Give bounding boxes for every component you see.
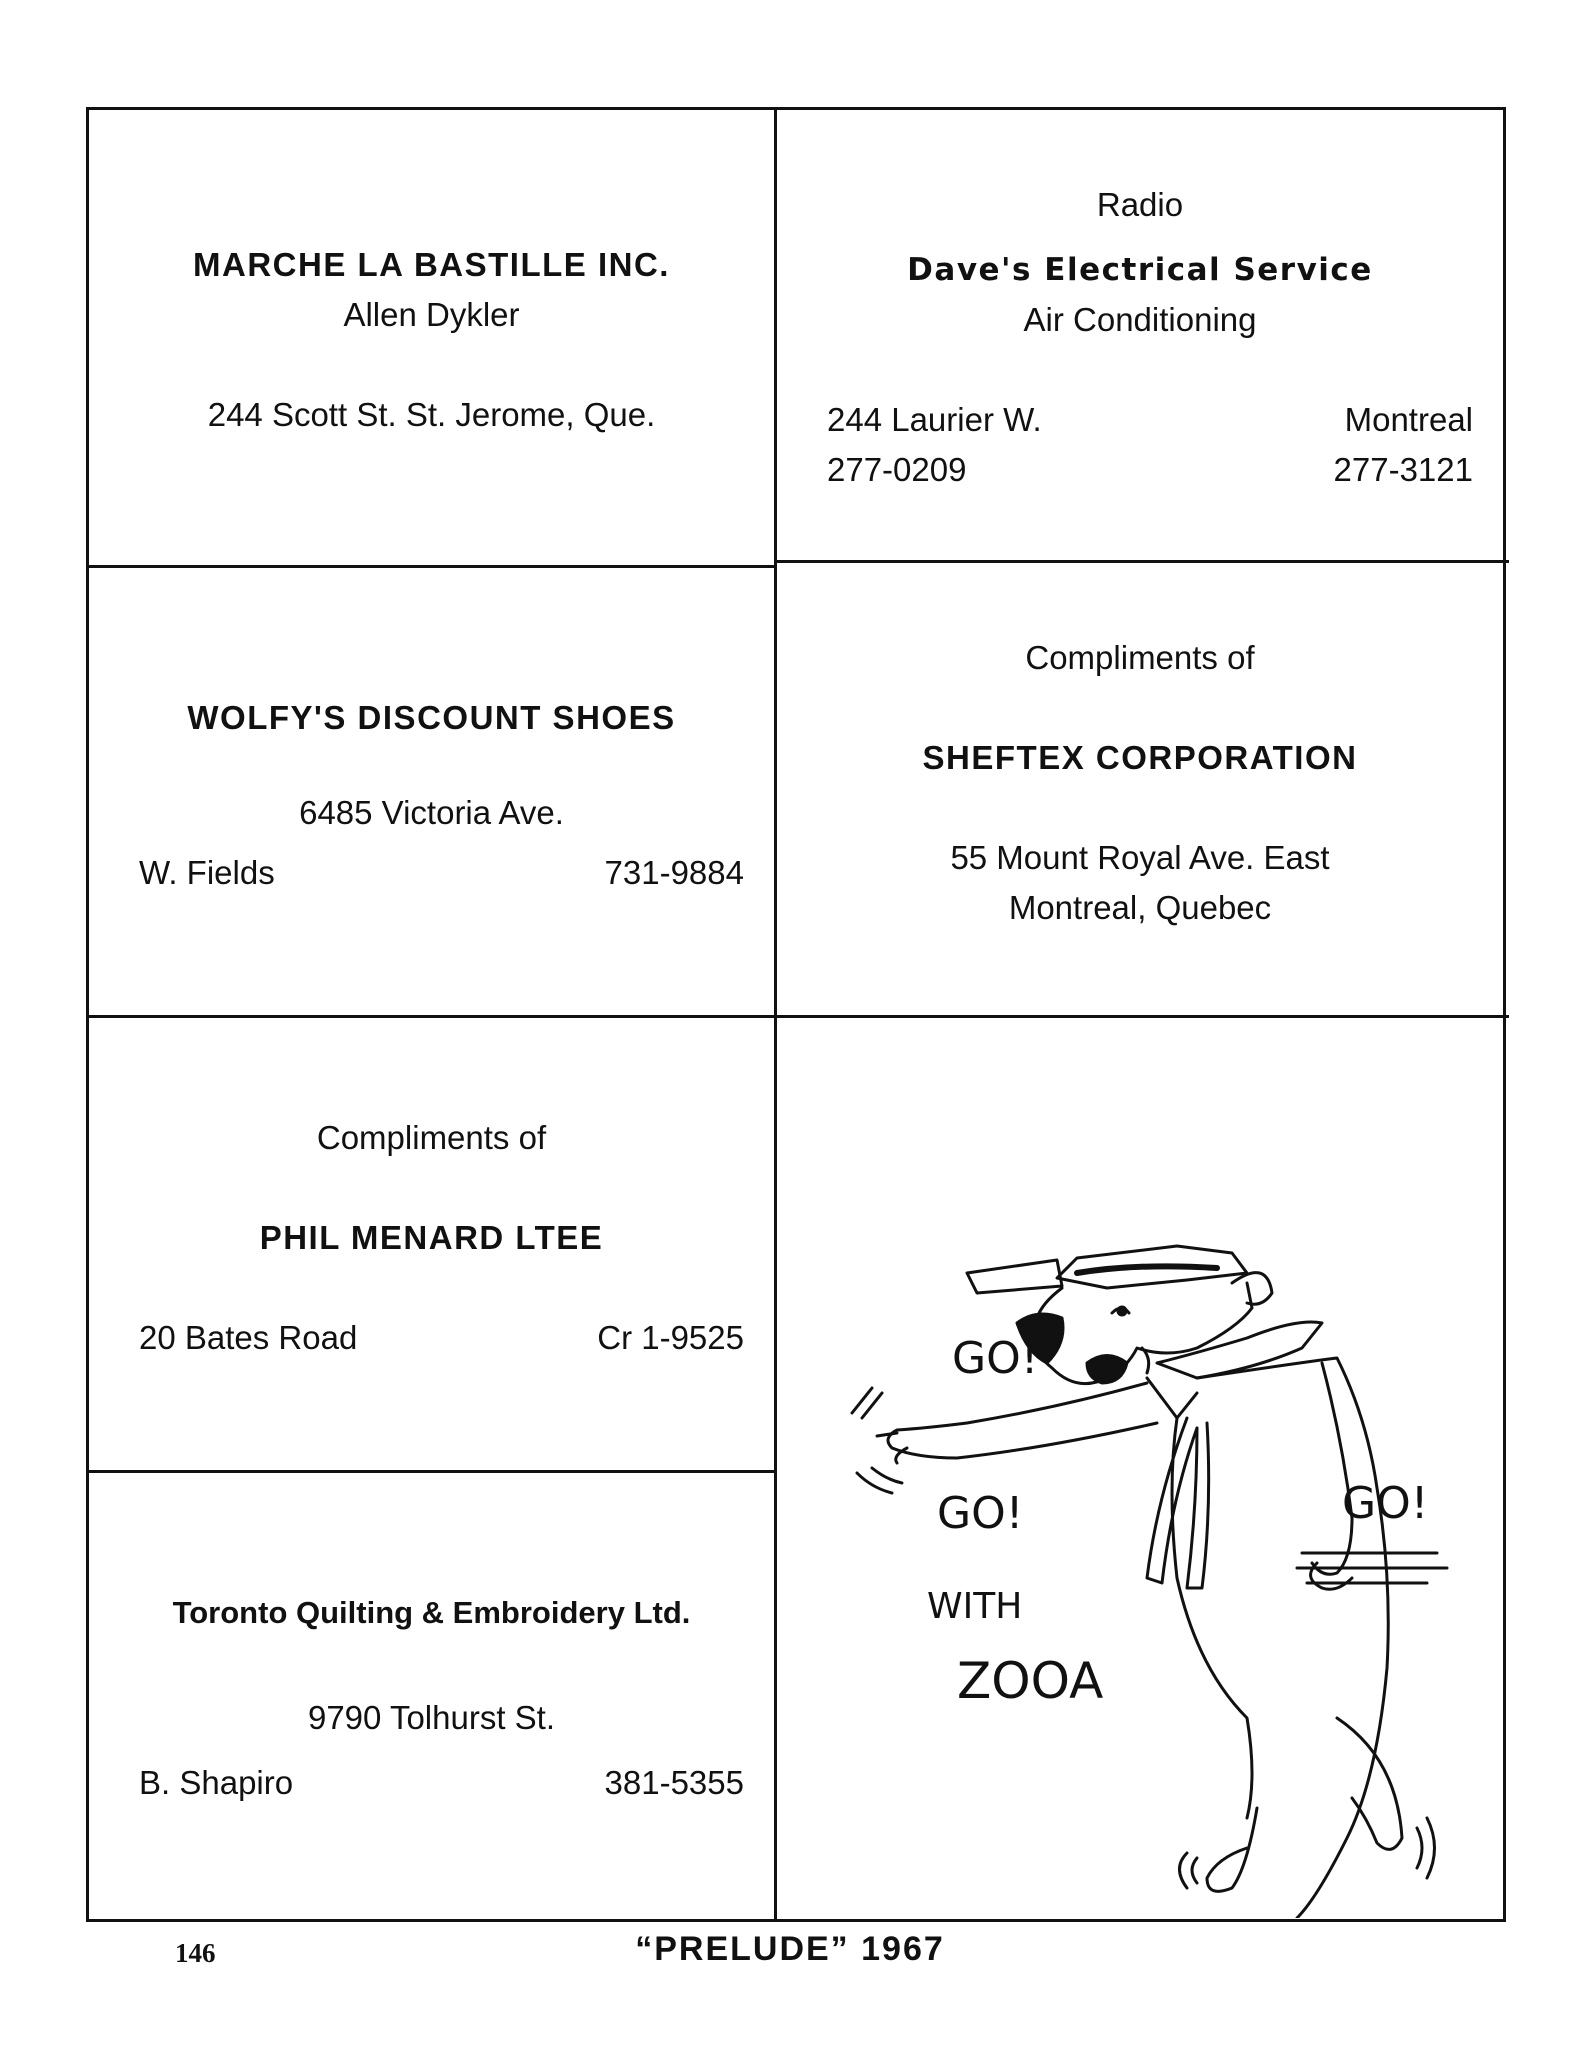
city: Montreal xyxy=(1344,401,1473,438)
business-name: Toronto Quilting & Embroidery Ltd. xyxy=(172,1595,691,1630)
page-number: 146 xyxy=(175,1938,216,1968)
ad-sheftex-corporation xyxy=(777,563,1503,1015)
contact-name: Allen Dykler xyxy=(343,296,520,333)
cartoon-text: WITH xyxy=(927,1586,1023,1627)
business-name: Dave's Electrical Service xyxy=(907,252,1373,288)
phone: 381-5355 xyxy=(604,1764,744,1801)
ad-daves-electrical xyxy=(777,110,1503,560)
business-name: SHEFTEX CORPORATION xyxy=(922,739,1358,776)
phone: 731-9884 xyxy=(604,854,744,891)
business-name: WOLFY'S DISCOUNT SHOES xyxy=(187,699,676,736)
phone: Cr 1-9525 xyxy=(597,1319,744,1356)
address: 55 Mount Royal Ave. East xyxy=(950,839,1330,876)
cartoon-text: GO! xyxy=(1342,1478,1429,1529)
address: 9790 Tolhurst St. xyxy=(307,1699,556,1736)
cartoon-text: GO! xyxy=(937,1488,1024,1539)
contact-name: B. Shapiro xyxy=(139,1764,294,1801)
pretitle: Compliments of xyxy=(1025,639,1255,676)
address: 244 Laurier W. xyxy=(827,401,1042,438)
ad-wolfys-discount-shoes xyxy=(89,568,774,1015)
subtitle: Air Conditioning xyxy=(1023,301,1257,338)
cartoon-text: ZOOA xyxy=(957,1652,1104,1710)
phone: 277-3121 xyxy=(1333,451,1473,488)
ad-toronto-quilting xyxy=(89,1473,774,1919)
page-footer xyxy=(0,1930,1580,1980)
business-name: PHIL MENARD LTEE xyxy=(259,1219,604,1256)
address: 6485 Victoria Ave. xyxy=(299,794,564,831)
business-name: MARCHE LA BASTILLE INC. xyxy=(193,246,670,283)
address: 20 Bates Road xyxy=(139,1319,358,1356)
city: Montreal, Quebec xyxy=(1008,889,1272,926)
ad-marche-la-bastille xyxy=(89,110,774,565)
contact-name: W. Fields xyxy=(139,854,275,891)
publication-title: “PRELUDE” 1967 xyxy=(635,1930,945,1968)
ad-phil-menard xyxy=(89,1018,774,1470)
bear-cartoon-icon xyxy=(777,1018,1503,1918)
ad-page-grid xyxy=(86,107,1506,1922)
address: 244 Scott St. St. Jerome, Que. xyxy=(207,396,656,433)
pretitle: Radio xyxy=(1096,186,1184,223)
cartoon-panel xyxy=(777,1018,1503,1919)
cartoon-text: GO! xyxy=(952,1333,1039,1384)
pretitle: Compliments of xyxy=(316,1119,547,1156)
phone: 277-0209 xyxy=(827,451,967,488)
